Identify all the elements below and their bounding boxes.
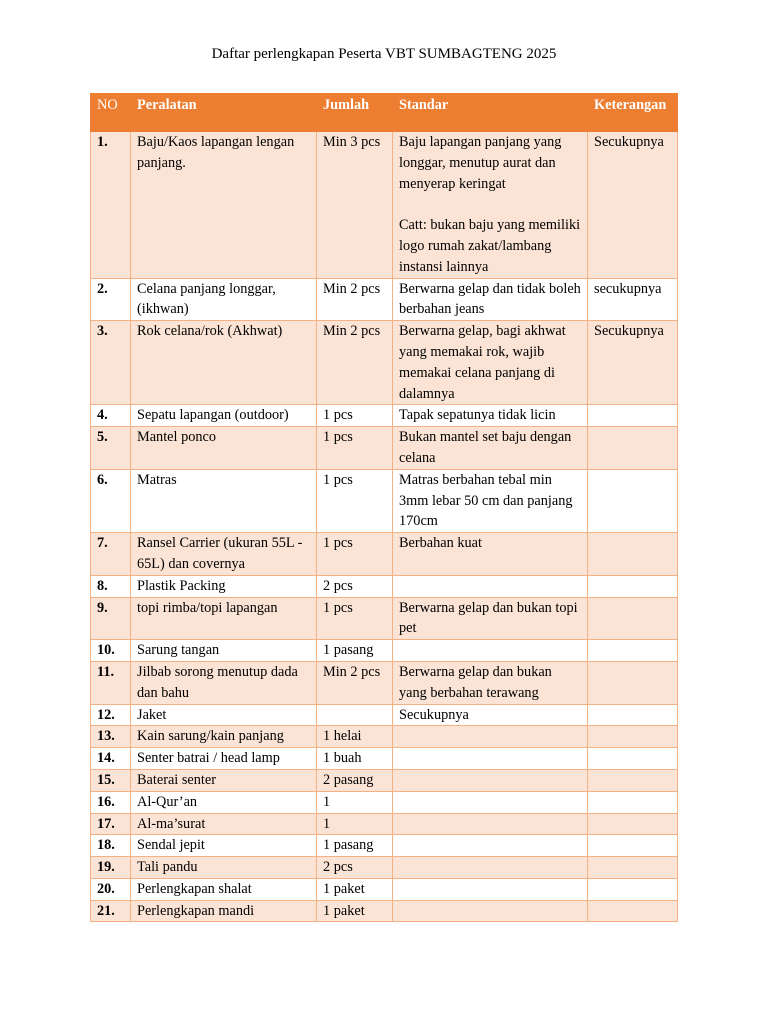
cell-peralatan	[131, 278, 317, 321]
cell-no-text: 18.	[97, 837, 115, 854]
cell-jumlah	[317, 813, 393, 835]
cell-peralatan-text: Jilbab sorong menutup dada dan bahu	[137, 663, 298, 701]
cell-jumlah-text: 2 pcs	[323, 859, 353, 876]
cell-no-text: 21.	[97, 902, 115, 919]
cell-no-text: 14.	[97, 750, 115, 767]
cell-peralatan-text: Kain sarung/kain panjang	[137, 728, 284, 745]
cell-no	[91, 405, 131, 427]
cell-standar	[393, 278, 588, 321]
cell-spacer	[399, 194, 581, 215]
cell-jumlah	[317, 427, 393, 470]
cell-keterangan	[588, 278, 678, 321]
header-keterangan: Keterangan	[588, 94, 678, 132]
cell-peralatan	[131, 878, 317, 900]
cell-keterangan	[588, 597, 678, 640]
cell-peralatan	[131, 857, 317, 879]
cell-keterangan	[588, 878, 678, 900]
cell-jumlah-text: Min 3 pcs	[323, 134, 381, 150]
cell-no-text: 3.	[97, 323, 108, 340]
cell-peralatan	[131, 769, 317, 791]
cell-peralatan-text: Jaket	[137, 706, 167, 723]
cell-jumlah	[317, 597, 393, 640]
table-row	[91, 835, 678, 857]
cell-standar	[393, 427, 588, 470]
cell-no-text: 2.	[97, 280, 108, 297]
cell-no	[91, 726, 131, 748]
cell-keterangan	[588, 533, 678, 576]
cell-peralatan-text: Mantel ponco	[137, 429, 217, 446]
cell-no-text: 9.	[97, 599, 108, 616]
cell-standar	[393, 704, 588, 726]
cell-jumlah-text: 1 pcs	[323, 535, 353, 552]
cell-no-text: 16.	[97, 793, 115, 810]
cell-jumlah-text: 1 pcs	[323, 471, 353, 488]
cell-jumlah-text: 1	[323, 793, 331, 810]
cell-no	[91, 321, 131, 405]
cell-standar-note: Catt: bukan baju yang memiliki logo rumah zakat/lambang instansi lainnya	[399, 217, 581, 275]
table-row	[91, 132, 678, 279]
cell-jumlah	[317, 640, 393, 662]
cell-standar	[393, 857, 588, 879]
cell-jumlah-text: 2 pasang	[323, 771, 374, 788]
table-body	[91, 132, 678, 922]
cell-peralatan-text: Tali pandu	[137, 859, 198, 876]
cell-keterangan	[588, 321, 678, 405]
cell-peralatan	[131, 748, 317, 770]
cell-jumlah-text: Min 2 pcs	[323, 663, 381, 680]
cell-jumlah-text: 1 paket	[323, 902, 365, 919]
cell-standar	[393, 726, 588, 748]
cell-jumlah	[317, 469, 393, 532]
cell-no-text: 8.	[97, 577, 108, 594]
cell-jumlah	[317, 726, 393, 748]
cell-no	[91, 661, 131, 704]
cell-no-text: 5.	[97, 429, 108, 446]
cell-standar-text: Berwarna gelap dan bukan yang berbahan terawang	[399, 663, 552, 701]
cell-keterangan	[588, 769, 678, 791]
cell-no	[91, 278, 131, 321]
cell-no	[91, 533, 131, 576]
cell-jumlah-text: 1 paket	[323, 880, 365, 897]
cell-peralatan-text: Baju/Kaos lapangan lengan panjang.	[137, 134, 295, 171]
cell-jumlah	[317, 321, 393, 405]
cell-jumlah	[317, 575, 393, 597]
cell-standar	[393, 791, 588, 813]
cell-standar-text: Secukupnya	[399, 706, 469, 723]
cell-standar	[393, 835, 588, 857]
cell-standar	[393, 132, 588, 279]
cell-no	[91, 878, 131, 900]
cell-no-text: 6.	[97, 471, 108, 488]
cell-peralatan	[131, 575, 317, 597]
equipment-table	[90, 93, 678, 922]
cell-jumlah	[317, 769, 393, 791]
cell-peralatan-text: Ransel Carrier (ukuran 55L - 65L) dan covernya	[137, 535, 303, 572]
cell-peralatan	[131, 900, 317, 922]
cell-jumlah-text: 1 pasang	[323, 837, 374, 854]
cell-jumlah	[317, 661, 393, 704]
cell-jumlah-text: 1	[323, 815, 331, 832]
table-row	[91, 640, 678, 662]
cell-peralatan	[131, 597, 317, 640]
cell-keterangan	[588, 726, 678, 748]
table-row	[91, 813, 678, 835]
cell-no	[91, 132, 131, 279]
cell-peralatan-text: Al-ma’surat	[137, 815, 206, 832]
table-row	[91, 900, 678, 922]
cell-jumlah-text: Min 2 pcs	[323, 280, 381, 297]
cell-peralatan-text: topi rimba/topi lapangan	[137, 599, 278, 616]
cell-keterangan	[588, 132, 678, 279]
cell-standar	[393, 575, 588, 597]
table-row	[91, 857, 678, 879]
cell-no	[91, 748, 131, 770]
cell-no-text: 17.	[97, 815, 115, 832]
cell-standar-text: Baju lapangan panjang yang longgar, menutup aurat dan menyerap keringat	[399, 134, 562, 192]
cell-no	[91, 791, 131, 813]
table-row	[91, 278, 678, 321]
header-no: NO	[91, 94, 131, 132]
cell-jumlah	[317, 748, 393, 770]
cell-standar	[393, 640, 588, 662]
cell-no-text: 1.	[97, 134, 108, 150]
cell-peralatan	[131, 661, 317, 704]
cell-keterangan-text: secukupnya	[594, 280, 662, 297]
table-row	[91, 469, 678, 532]
table-row	[91, 321, 678, 405]
document-title: Daftar perlengkapan Peserta VBT SUMBAGTENG 2025	[211, 46, 557, 62]
cell-peralatan	[131, 835, 317, 857]
cell-jumlah-text: Min 2 pcs	[323, 323, 381, 340]
cell-no-text: 4.	[97, 407, 108, 424]
cell-jumlah	[317, 278, 393, 321]
cell-jumlah	[317, 900, 393, 922]
cell-peralatan-text: Rok celana/rok (Akhwat)	[137, 323, 283, 340]
cell-no	[91, 427, 131, 470]
cell-jumlah	[317, 704, 393, 726]
cell-peralatan	[131, 704, 317, 726]
cell-keterangan	[588, 748, 678, 770]
cell-peralatan-text: Sarung tangan	[137, 642, 220, 659]
cell-no	[91, 900, 131, 922]
cell-keterangan-text: Secukupnya	[594, 134, 664, 150]
table-row	[91, 575, 678, 597]
cell-standar	[393, 597, 588, 640]
cell-standar	[393, 321, 588, 405]
cell-standar	[393, 900, 588, 922]
cell-no-text: 13.	[97, 728, 115, 745]
cell-jumlah	[317, 132, 393, 279]
cell-no-text: 20.	[97, 880, 115, 897]
cell-no	[91, 704, 131, 726]
cell-peralatan	[131, 791, 317, 813]
table-row	[91, 533, 678, 576]
cell-jumlah-text: 1 helai	[323, 728, 362, 745]
cell-keterangan	[588, 704, 678, 726]
cell-no	[91, 597, 131, 640]
cell-standar	[393, 769, 588, 791]
cell-standar-text: Berwarna gelap dan tidak boleh berbahan jeans	[399, 280, 581, 318]
cell-keterangan	[588, 575, 678, 597]
cell-keterangan	[588, 640, 678, 662]
cell-keterangan	[588, 857, 678, 879]
cell-standar-text: Bukan mantel set baju dengan celana	[399, 429, 572, 466]
cell-no	[91, 813, 131, 835]
cell-jumlah	[317, 533, 393, 576]
cell-standar	[393, 878, 588, 900]
cell-peralatan-text: Senter batrai / head lamp	[137, 750, 280, 767]
cell-jumlah-text: 1 pcs	[323, 429, 353, 446]
cell-peralatan-text: Celana panjang longgar, (ikhwan)	[137, 280, 276, 318]
cell-keterangan	[588, 791, 678, 813]
cell-no	[91, 575, 131, 597]
cell-no	[91, 640, 131, 662]
cell-peralatan	[131, 132, 317, 279]
cell-jumlah-text: 1 pcs	[323, 407, 353, 424]
cell-no	[91, 469, 131, 532]
cell-jumlah-text: 2 pcs	[323, 577, 353, 594]
cell-no-text: 19.	[97, 859, 115, 876]
cell-no	[91, 769, 131, 791]
cell-peralatan-text: Sendal jepit	[137, 837, 205, 854]
cell-keterangan	[588, 813, 678, 835]
table-row	[91, 726, 678, 748]
table-row	[91, 427, 678, 470]
cell-peralatan-text: Sepatu lapangan (outdoor)	[137, 407, 289, 424]
cell-jumlah	[317, 857, 393, 879]
cell-peralatan	[131, 469, 317, 532]
cell-keterangan-text: Secukupnya	[594, 323, 664, 340]
cell-no-text: 10.	[97, 642, 115, 659]
cell-jumlah-text: 1 buah	[323, 750, 362, 767]
cell-no-text: 15.	[97, 771, 115, 788]
cell-peralatan	[131, 405, 317, 427]
header-peralatan: Peralatan	[131, 94, 317, 132]
cell-jumlah	[317, 791, 393, 813]
cell-peralatan	[131, 813, 317, 835]
cell-standar	[393, 533, 588, 576]
cell-peralatan	[131, 321, 317, 405]
header-standar: Standar	[393, 94, 588, 132]
cell-standar-text: Tapak sepatunya tidak licin	[399, 407, 556, 424]
cell-peralatan-text: Matras	[137, 471, 177, 488]
table-row	[91, 661, 678, 704]
table-row	[91, 704, 678, 726]
cell-standar	[393, 405, 588, 427]
table-row	[91, 597, 678, 640]
table-row	[91, 878, 678, 900]
cell-standar-text: Berwarna gelap dan bukan topi pet	[399, 599, 578, 637]
cell-peralatan-text: Baterai senter	[137, 771, 216, 788]
cell-peralatan	[131, 640, 317, 662]
cell-standar	[393, 661, 588, 704]
cell-standar	[393, 813, 588, 835]
cell-standar-text: Matras berbahan tebal min 3mm lebar 50 cm dan panjang 170cm	[399, 471, 573, 530]
table-row	[91, 748, 678, 770]
table-row	[91, 405, 678, 427]
cell-no-text: 11.	[97, 663, 115, 680]
cell-keterangan	[588, 661, 678, 704]
cell-jumlah	[317, 405, 393, 427]
cell-jumlah-text: 1 pasang	[323, 642, 374, 659]
cell-peralatan-text: Plastik Packing	[137, 577, 226, 594]
cell-no	[91, 857, 131, 879]
cell-no	[91, 835, 131, 857]
cell-peralatan-text: Al-Qur’an	[137, 793, 198, 810]
cell-standar-text: Berwarna gelap, bagi akhwat yang memakai rok, wajib memakai celana panjang di dalamnya	[399, 323, 566, 402]
cell-standar	[393, 469, 588, 532]
cell-peralatan	[131, 533, 317, 576]
cell-jumlah	[317, 878, 393, 900]
cell-peralatan-text: Perlengkapan shalat	[137, 880, 252, 897]
cell-jumlah	[317, 835, 393, 857]
cell-standar	[393, 748, 588, 770]
cell-no-text: 7.	[97, 535, 108, 552]
cell-peralatan	[131, 427, 317, 470]
table-row	[91, 769, 678, 791]
table-row	[91, 791, 678, 813]
cell-no-text: 12.	[97, 706, 115, 723]
header-jumlah: Jumlah	[317, 94, 393, 132]
table-header-row	[91, 94, 678, 132]
cell-keterangan	[588, 835, 678, 857]
cell-peralatan	[131, 726, 317, 748]
cell-jumlah-text: 1 pcs	[323, 599, 353, 616]
cell-peralatan-text: Perlengkapan mandi	[137, 902, 255, 919]
cell-keterangan	[588, 405, 678, 427]
cell-keterangan	[588, 900, 678, 922]
cell-keterangan	[588, 427, 678, 470]
cell-keterangan	[588, 469, 678, 532]
cell-standar-text: Berbahan kuat	[399, 535, 482, 552]
